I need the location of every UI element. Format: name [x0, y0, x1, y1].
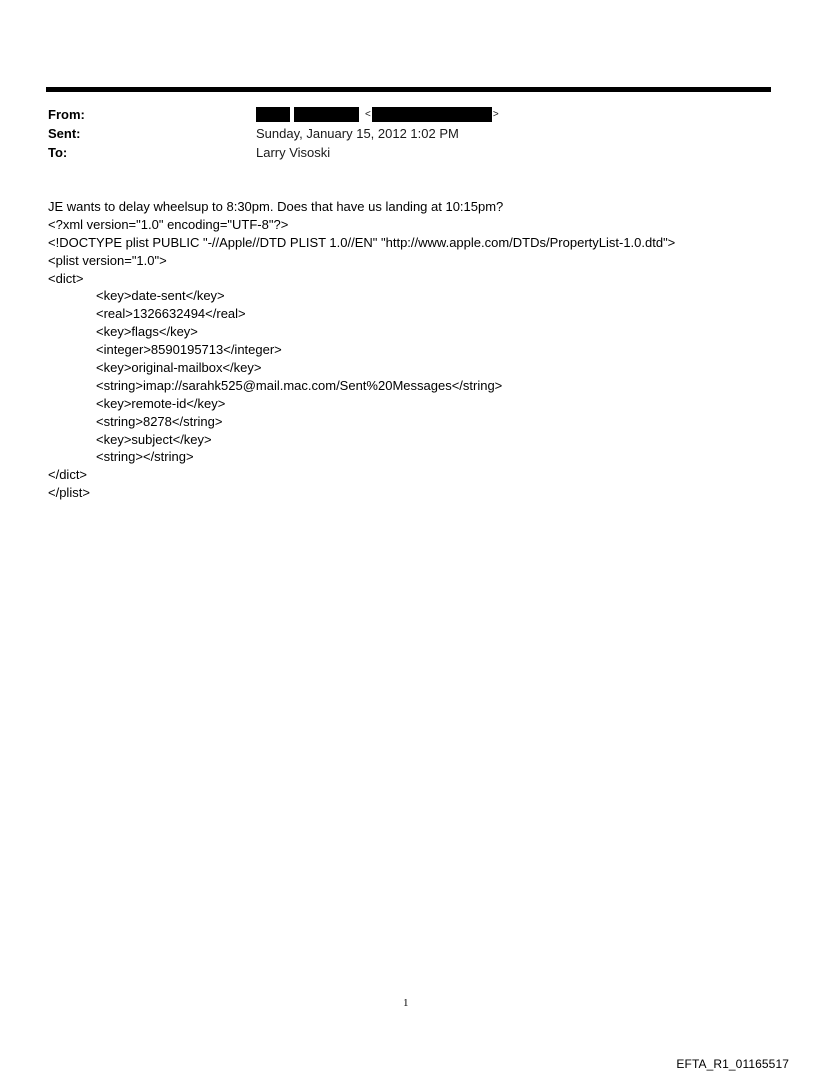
plist-close-line: </plist>: [48, 485, 90, 501]
redaction-block: [372, 107, 492, 122]
from-label: From:: [48, 107, 85, 122]
redaction-block: [256, 107, 290, 122]
sent-value: Sunday, January 15, 2012 1:02 PM: [256, 126, 459, 141]
from-close-angle: >: [492, 109, 499, 120]
from-value: [256, 107, 500, 122]
redaction-block: [294, 107, 359, 122]
xml-declaration-line: <?xml version="1.0" encoding="UTF-8"?>: [48, 216, 289, 232]
sent-label: Sent:: [48, 126, 81, 141]
email-header: [48, 107, 748, 164]
plist-entry-line: <key>date-sent</key>: [96, 288, 225, 304]
to-label: To:: [48, 145, 68, 160]
dict-close-line: </dict>: [48, 467, 88, 483]
plist-open-line: <plist version="1.0">: [48, 252, 167, 268]
header-rule: [46, 87, 771, 92]
to-row: [48, 145, 748, 164]
doctype-line: <!DOCTYPE plist PUBLIC "-//Apple//DTD PLIST 1.0//EN" "http://www.apple.com/DTDs/PropertyList-1.0.dtd">: [48, 234, 676, 250]
plist-entry-line: <real>1326632494</real>: [96, 306, 246, 322]
plist-entry-line: <key>remote-id</key>: [96, 395, 226, 411]
plist-entry-line: <string>8278</string>: [96, 413, 223, 429]
plist-entry-line: <string></string>: [96, 449, 194, 465]
from-row: [48, 107, 748, 126]
plist-entry-line: <integer>8590195713</integer>: [96, 342, 282, 358]
page-number: 1: [403, 997, 409, 1009]
plist-entry-line: <key>subject</key>: [96, 431, 212, 447]
document-id: EFTA_R1_01165517: [676, 1057, 789, 1071]
plist-entry-line: <key>original-mailbox</key>: [96, 360, 262, 376]
plist-entry-line: <key>flags</key>: [96, 324, 198, 340]
to-value: Larry Visoski: [256, 145, 331, 160]
message-line: JE wants to delay wheelsup to 8:30pm. Does that have us landing at 10:15pm?: [48, 199, 504, 214]
from-open-angle: <: [365, 109, 371, 120]
plist-entry-line: <string>imap://sarahk525@mail.mac.com/Sent%20Messages</string>: [96, 377, 503, 393]
sent-row: [48, 126, 748, 145]
email-body: [48, 198, 788, 502]
dict-open-line: <dict>: [48, 270, 84, 286]
